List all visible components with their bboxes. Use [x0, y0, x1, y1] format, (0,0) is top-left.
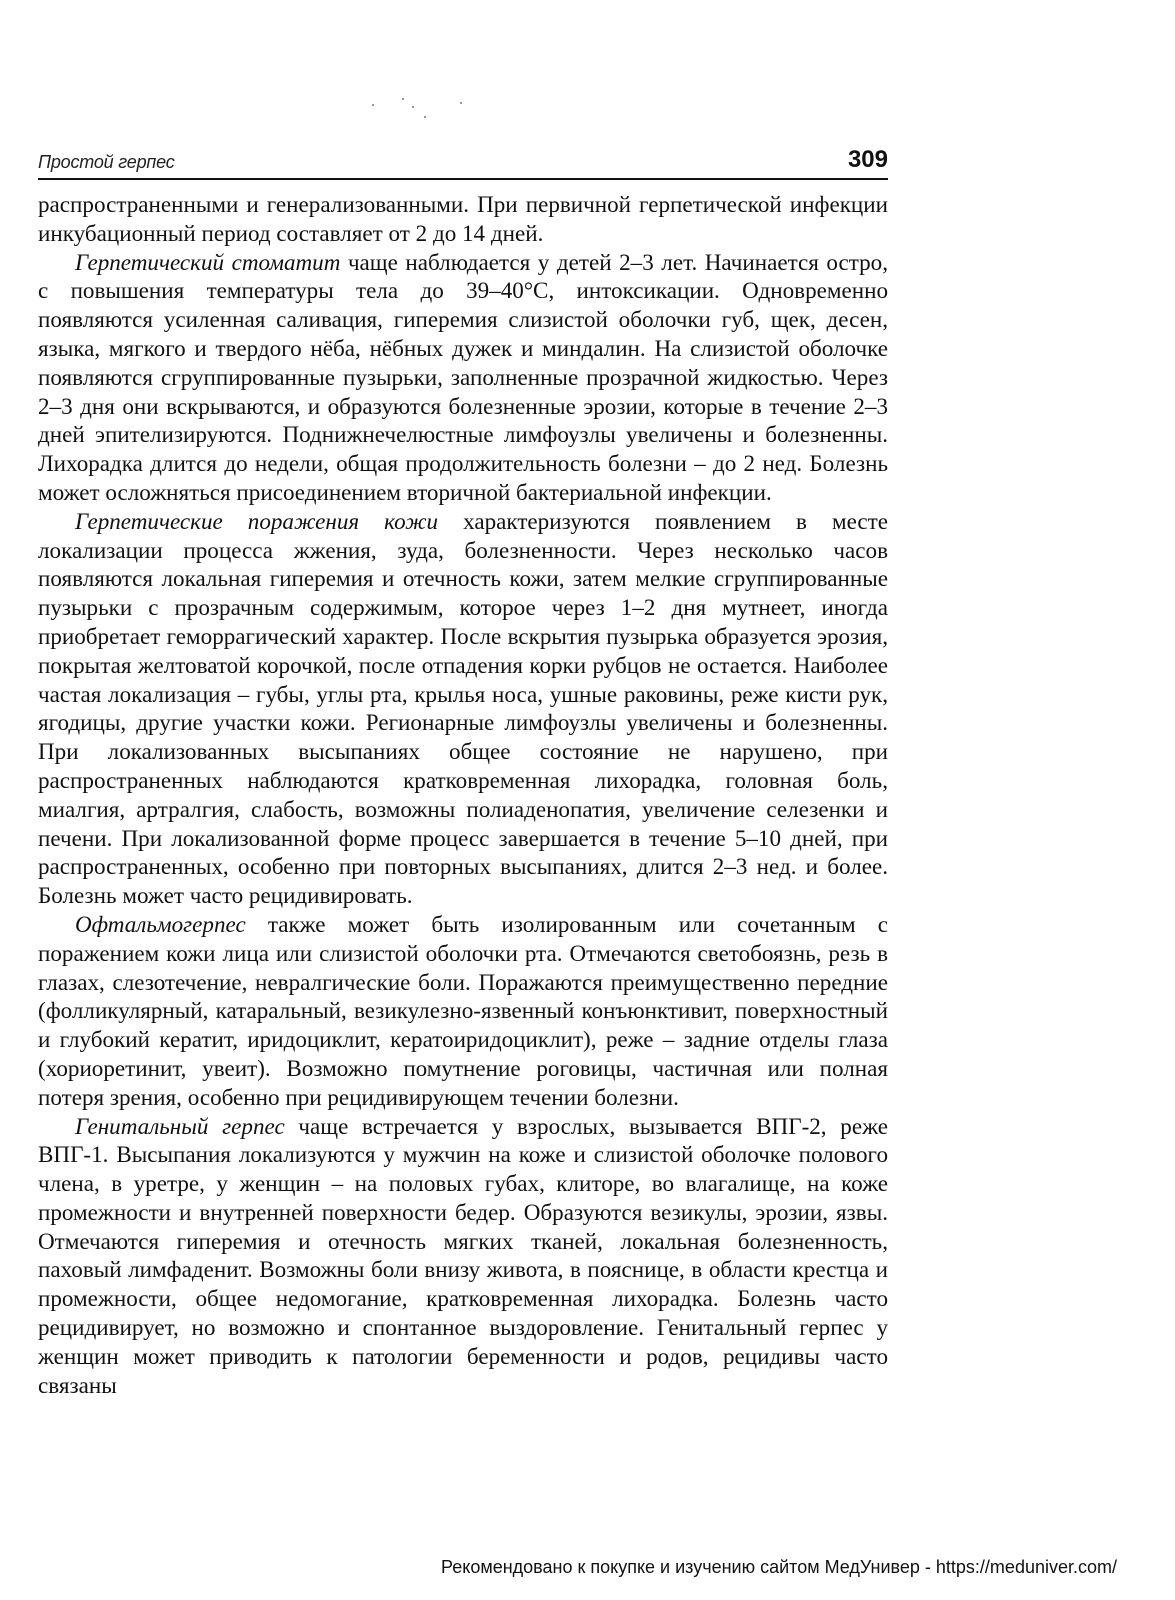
- body-text: [38, 190, 888, 1399]
- paragraph-herpetic-stomatitis: [38, 248, 888, 507]
- paragraph-genital-herpes: [38, 1112, 888, 1400]
- book-page: [38, 140, 888, 1399]
- footer-recommendation: Рекомендовано к покупке и изучению сайтом МедУнивер - https://meduniver.com/: [441, 1557, 1117, 1577]
- paragraph-term: Офтальмогерпес: [75, 910, 246, 937]
- paragraph-term: Герпетические поражения кожи: [75, 507, 439, 534]
- paragraph-continuation: [38, 190, 888, 248]
- page-number: 309: [847, 146, 888, 173]
- paragraph-text: чаще наблюдается у детей 2–3 лет. Начинается остро, с повышения температуры тела до 39–40°С, интоксикации. Одновременно появляются усиленная саливация, гиперемия слизистой оболочки губ, щек, десен, языка, мягкого и твердого нёба, нёбных дужек и миндалин. На слизистой оболочке появляются сгруппированные пузырьки, заполненные прозрачной жидкостью. Через 2–3 дня они вскрываются, и образуются болезненные эрозии, которые в течение 2–3 дней эпителизируются. Поднижнечелюстные лимфоузлы увеличены и болезненны. Лихорадка длится до недели, общая продолжительность болезни – до 2 нед. Болезнь может осложняться присоединением вторичной бактериальной инфекции.: [38, 248, 888, 505]
- paragraph-term: Герпетический стоматит: [75, 248, 341, 275]
- paragraph-ophthalmic-herpes: [38, 910, 888, 1112]
- paragraph-text: характеризуются появлением в месте локализации процесса жжения, зуда, болезненности. Через несколько часов появляются локальная гиперемия и отечность кожи, затем мелкие сгруппированные пузырьки с прозрачным содержимым, которое через 1–2 дня мутнеет, иногда приобретает геморрагический характер. После вскрытия пузырька образуется эрозия, покрытая желтоватой корочкой, после отпадения корки рубцов не остается. Наиболее частая локализация – губы, углы рта, крылья носа, ушные раковины, реже кисти рук, ягодицы, другие участки кожи. Регионарные лимфоузлы увеличены и болезненны. При локализованных высыпаниях общее состояние не нарушено, при распространенных наблюдаются кратковременная лихорадка, головная боль, миалгия, артралгия, слабость, возможны полиаденопатия, увеличение селезенки и печени. При локализованной форме процесс завершается в течение 5–10 дней, при распространенных, особенно при повторных высыпаниях, длится 2–3 нед. и более. Болезнь может часто рецидивировать.: [38, 507, 888, 909]
- paragraph-text: чаще встречается у взрослых, вызывается ВПГ-2, реже ВПГ-1. Высыпания локализуются у мужчин на коже и слизистой оболочке полового члена, в уретре, у женщин – на половых губах, клиторе, во влагалище, на коже промежности и внутренней поверхности бедер. Образуются везикулы, эрозии, язвы. Отмечаются гиперемия и отечность мягких тканей, локальная болезненность, паховый лимфаденит. Возможны боли внизу живота, в пояснице, в области крестца и промежности, общее недомогание, кратковременная лихорадка. Болезнь часто рецидивирует, но возможно и спонтанное выздоровление. Генитальный герпес у женщин может приводить к патологии беременности и родов, рецидивы часто связаны: [38, 1112, 888, 1398]
- running-header: [38, 140, 888, 180]
- running-title: Простой герпес: [38, 152, 175, 172]
- scan-specks: [360, 92, 480, 122]
- paragraph-term: Генитальный герпес: [75, 1112, 285, 1139]
- paragraph-text: распространенными и генерализованными. При первичной герпетической инфекции инкубационный период составляет от 2 до 14 дней.: [38, 191, 888, 246]
- paragraph-skin-lesions: [38, 507, 888, 910]
- paragraph-text: также может быть изолированным или сочетанным с поражением кожи лица или слизистой оболочки рта. Отмечаются светобоязнь, резь в глазах, слезотечение, невралгические боли. Поражаются преимущественно передние (фолликулярный, катаральный, везикулезно-язвенный конъюнктивит, поверхностный и глубокий кератит, иридоциклит, кератоиридоциклит), реже – задние отделы глаза (хориоретинит, увеит). Возможно помутнение роговицы, частичная или полная потеря зрения, особенно при рецидивирующем течении болезни.: [38, 910, 888, 1110]
